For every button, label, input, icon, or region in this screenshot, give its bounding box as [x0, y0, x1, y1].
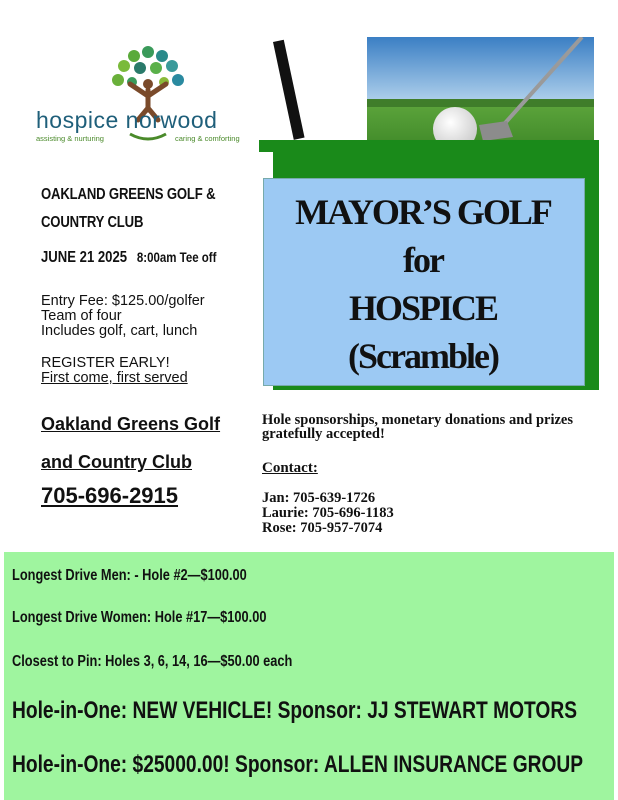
title-line1: MAYOR’S GOLF — [295, 192, 551, 232]
title-line3: HOSPICE — [348, 288, 498, 328]
venue-name: OAKLAND GREENS GOLF & COUNTRY CLUB — [41, 186, 216, 231]
prize-hole-in-one-cash: Hole-in-One: $25000.00! Sponsor: ALLEN INSURANCE GROUP — [12, 751, 584, 778]
prize-longest-drive-women: Longest Drive Women: Hole #17—$100.00 — [12, 609, 267, 626]
logo-tagline-right: caring & comforting — [175, 134, 240, 143]
entry-fee-block — [41, 294, 261, 339]
event-date-line — [41, 249, 216, 267]
title-line2: for — [403, 240, 443, 280]
prize-panel — [4, 552, 614, 800]
sponsorship-note: Hole sponsorships, monetary donations and prizes gratefully accepted! — [262, 412, 573, 442]
event-title — [263, 188, 583, 380]
contact-laurie: Laurie: 705-696-1183 — [262, 505, 394, 521]
entry-fee: Entry Fee: $125.00/golfer — [41, 293, 205, 309]
register-notice — [41, 356, 261, 386]
club-name-line1: Oakland Greens Golf — [41, 414, 221, 434]
contact-jan: Jan: 705-639-1726 — [262, 490, 376, 506]
logo-name — [36, 107, 217, 134]
event-date: JUNE 21 2025 — [41, 249, 128, 266]
prize-hole-in-one-vehicle: Hole-in-One: NEW VEHICLE! Sponsor: JJ STEWART MOTORS — [12, 697, 577, 724]
team-size: Team of four — [41, 308, 122, 324]
register-early: REGISTER EARLY! — [41, 355, 170, 371]
contact-list — [262, 491, 394, 536]
contact-label: Contact: — [262, 460, 318, 476]
tee-time: 8:00am Tee off — [136, 249, 217, 265]
first-come: First come, first served — [41, 370, 188, 386]
club-name-line2: and Country Club — [41, 452, 192, 472]
prize-longest-drive-men: Longest Drive Men: - Hole #2—$100.00 — [12, 567, 247, 584]
contact-rose: Rose: 705-957-7074 — [262, 520, 383, 536]
fee-includes: Includes golf, cart, lunch — [41, 323, 198, 339]
logo-name-left: hospice — [36, 107, 119, 133]
prize-closest-to-pin: Closest to Pin: Holes 3, 6, 14, 16—$50.00 each — [12, 653, 293, 670]
club-phone: 705-696-2915 — [41, 483, 179, 508]
flag-pole — [273, 40, 305, 140]
club-block — [41, 412, 220, 508]
logo-tagline-left: assisting & nurturing — [36, 134, 104, 143]
logo-name-right: norwood — [125, 107, 218, 133]
title-line4: (Scramble) — [348, 336, 498, 376]
